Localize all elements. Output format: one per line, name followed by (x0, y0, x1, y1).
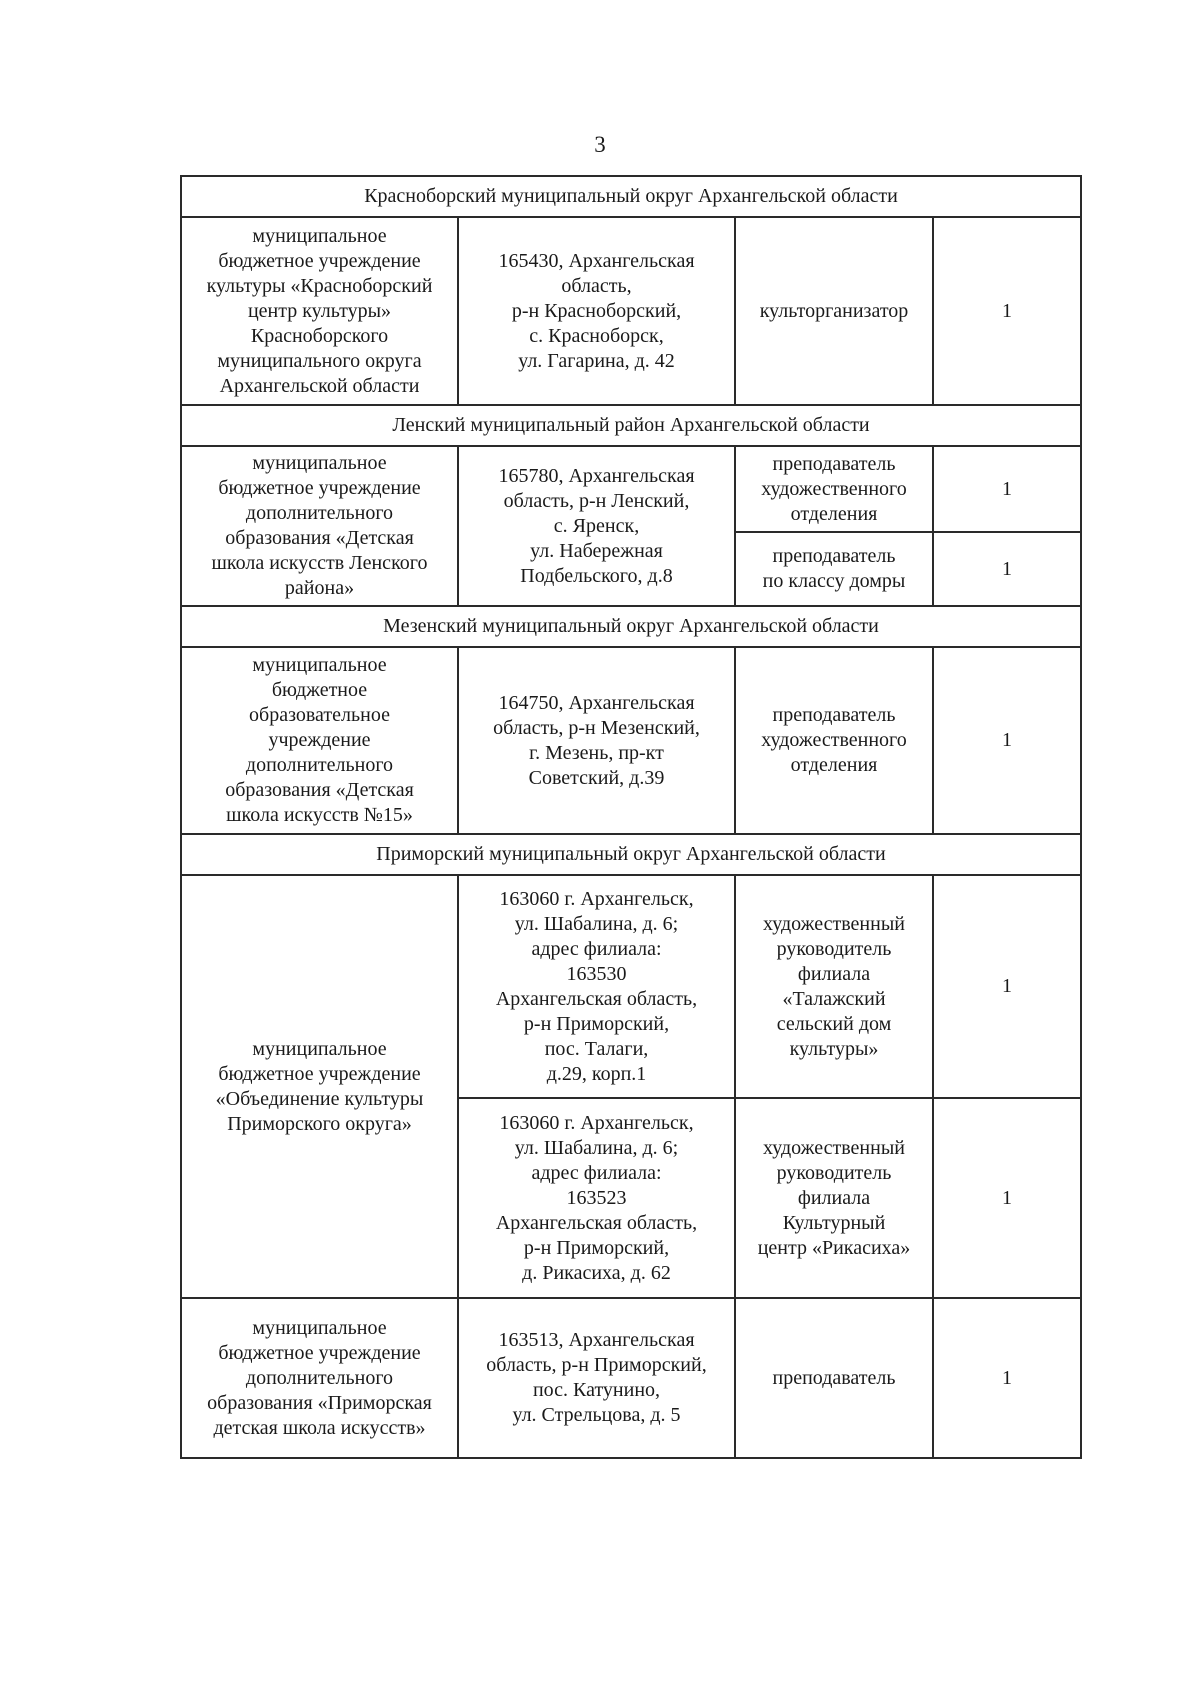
district-row (181, 405, 1081, 446)
district-row (181, 176, 1081, 217)
institution-cell: муниципальное бюджетное учреждение дополнительного образования «Детская школа искусств Ленского района» (181, 446, 458, 606)
count-cell: 1 (933, 1298, 1081, 1458)
position-cell: художественный руководитель филиала «Талажский сельский дом культуры» (735, 875, 933, 1098)
position-cell: преподаватель (735, 1298, 933, 1458)
position-cell: преподаватель по классу домры (735, 532, 933, 606)
district-name: Приморский муниципальный округ Архангельской области (181, 834, 1081, 875)
table-row (181, 217, 1081, 405)
vacancies-table (180, 175, 1082, 1459)
count-cell: 1 (933, 217, 1081, 405)
count-cell: 1 (933, 875, 1081, 1098)
address-cell: 165430, Архангельская область, р-н Красноборский, с. Красноборск, ул. Гагарина, д. 42 (458, 217, 735, 405)
count-cell: 1 (933, 1098, 1081, 1298)
institution-cell: муниципальное бюджетное учреждение «Объединение культуры Приморского округа» (181, 875, 458, 1298)
district-name: Ленский муниципальный район Архангельской области (181, 405, 1081, 446)
district-name: Мезенский муниципальный округ Архангельской области (181, 606, 1081, 647)
address-cell: 164750, Архангельская область, р-н Мезенский, г. Мезень, пр-кт Советский, д.39 (458, 647, 735, 834)
address-cell: 165780, Архангельская область, р-н Ленский, с. Яренск, ул. Набережная Подбельского, д.8 (458, 446, 735, 606)
position-cell: художественный руководитель филиала Культурный центр «Рикасиха» (735, 1098, 933, 1298)
page-number: 3 (594, 132, 606, 157)
count-cell: 1 (933, 647, 1081, 834)
institution-cell: муниципальное бюджетное учреждение культуры «Красноборский центр культуры» Красноборского муниципального округа Архангельской области (181, 217, 458, 405)
table-row (181, 875, 1081, 1098)
district-row (181, 834, 1081, 875)
table-row (181, 446, 1081, 532)
address-cell: 163513, Архангельская область, р-н Приморский, пос. Катунино, ул. Стрельцова, д. 5 (458, 1298, 735, 1458)
position-cell: преподаватель художественного отделения (735, 647, 933, 834)
district-row (181, 606, 1081, 647)
address-cell: 163060 г. Архангельск, ул. Шабалина, д. 6; адрес филиала: 163523 Архангельская область, р-н Приморский, д. Рикасиха, д. 62 (458, 1098, 735, 1298)
count-cell: 1 (933, 446, 1081, 532)
institution-cell: муниципальное бюджетное учреждение дополнительного образования «Приморская детская школа искусств» (181, 1298, 458, 1458)
institution-cell: муниципальное бюджетное образовательное учреждение дополнительного образования «Детская школа искусств №15» (181, 647, 458, 834)
address-cell: 163060 г. Архангельск, ул. Шабалина, д. 6; адрес филиала: 163530 Архангельская область, р-н Приморский, пос. Талаги, д.29, корп.1 (458, 875, 735, 1098)
position-cell: культорганизатор (735, 217, 933, 405)
district-name: Красноборский муниципальный округ Архангельской области (181, 176, 1081, 217)
position-cell: преподаватель художественного отделения (735, 446, 933, 532)
table-row (181, 647, 1081, 834)
table-row (181, 1298, 1081, 1458)
count-cell: 1 (933, 532, 1081, 606)
